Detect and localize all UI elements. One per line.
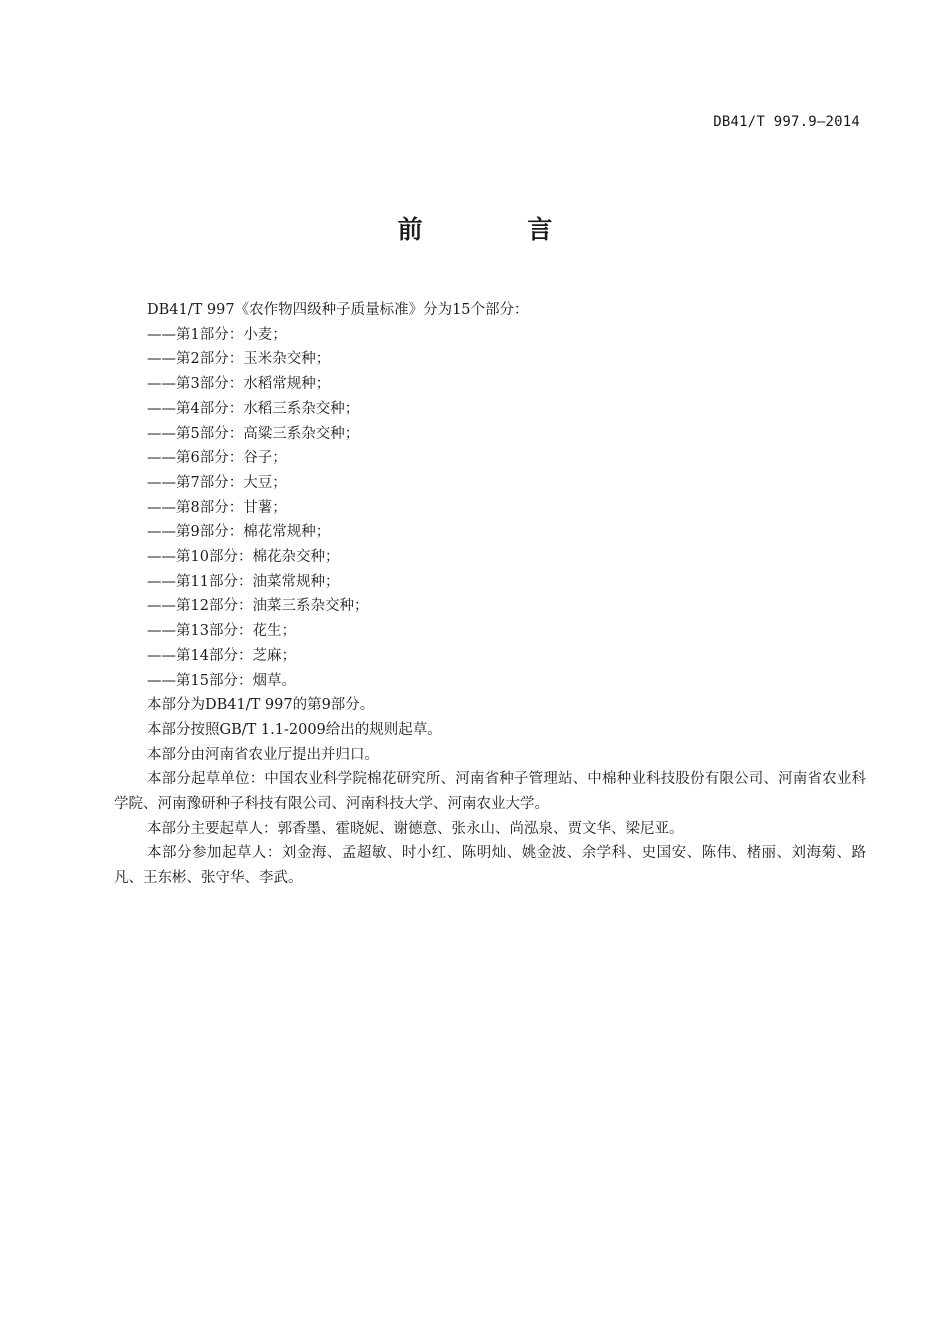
page-title: 前 言 [397, 215, 601, 244]
participating-drafters-paragraph: 本部分参加起草人：刘金海、孟超敏、时小红、陈明灿、姚金波、余学科、史国安、陈伟、楮丽、刘海菊、路凡、王东彬、张守华、李武。 [114, 845, 866, 887]
list-item: ——第6部分：谷子； [147, 450, 287, 467]
drafting-units-paragraph: 本部分起草单位：中国农业科学院棉花研究所、河南省种子管理站、中棉种业科技股份有限公司、河南省农业科学院、河南豫研种子科技有限公司、河南科技大学、河南农业大学。 [114, 771, 866, 813]
list-item: ——第12部分：油菜三系杂交种； [147, 598, 369, 615]
drafting-rules-statement: 本部分按照GB/T 1.1-2009给出的规则起草。 [147, 721, 442, 738]
main-drafters-paragraph: 本部分主要起草人：郭香墨、霍晓妮、谢德意、张永山、尚泓泉、贾文华、梁尼亚。 [147, 820, 684, 837]
list-item: ——第7部分：大豆； [147, 474, 287, 491]
list-item: ——第4部分：水稻三系杂交种； [147, 400, 360, 417]
foreword-body [114, 298, 866, 891]
list-item: ——第10部分：棉花杂交种； [147, 549, 340, 566]
list-item: ——第1部分：小麦； [147, 326, 287, 343]
list-item: ——第2部分：玉米杂交种； [147, 351, 331, 368]
list-item: ——第11部分：油菜常规种； [147, 573, 340, 590]
list-item: ——第3部分：水稻常规种； [147, 376, 331, 393]
intro-line: DB41/T 997《农作物四级种子质量标准》分为15个部分： [147, 302, 529, 318]
proposed-by-statement: 本部分由河南省农业厅提出并归口。 [147, 746, 379, 763]
list-item: ——第14部分：芝麻； [147, 647, 296, 664]
this-part-statement: 本部分为DB41/T 997的第9部分。 [147, 697, 375, 714]
list-item: ——第5部分：高粱三系杂交种； [147, 425, 360, 442]
list-item: ——第8部分：甘薯； [147, 499, 287, 516]
list-item: ——第15部分：烟草。 [147, 672, 296, 689]
list-item: ——第13部分：花生； [147, 623, 296, 640]
standard-code: DB41/T 997.9—2014 [713, 114, 860, 130]
parts-list [114, 323, 866, 694]
list-item: ——第9部分：棉花常规种； [147, 524, 331, 541]
